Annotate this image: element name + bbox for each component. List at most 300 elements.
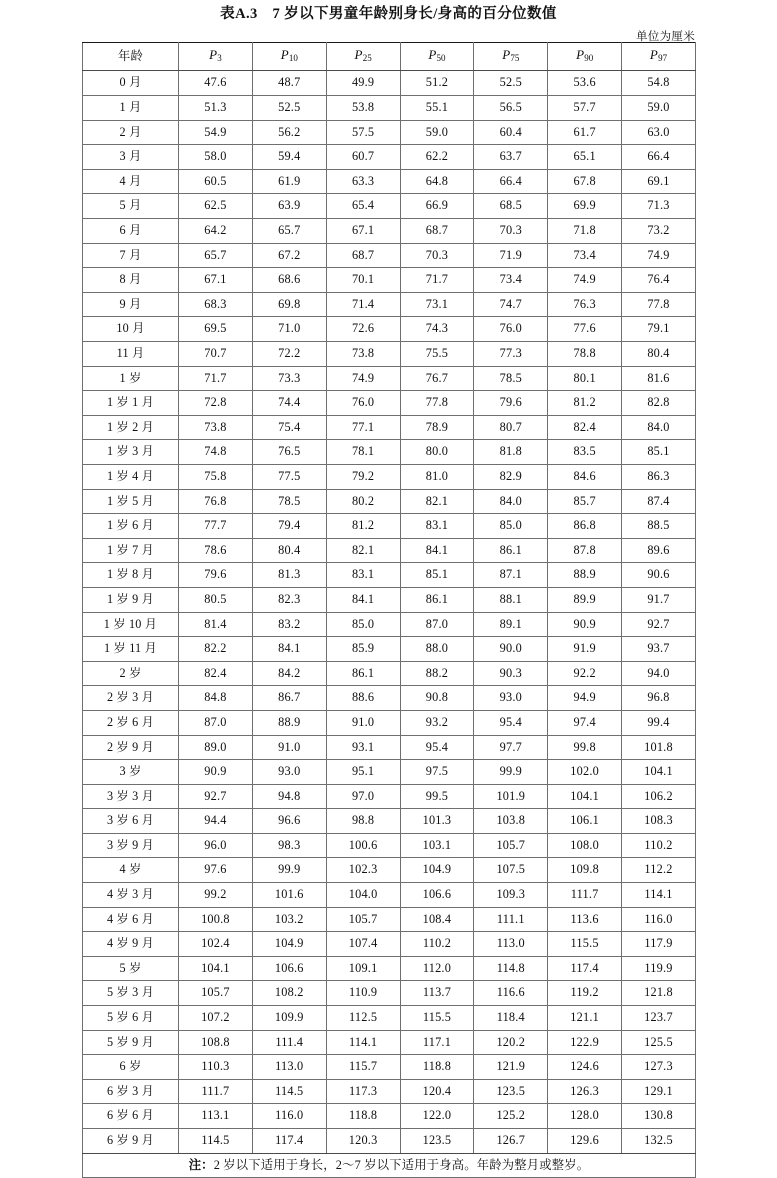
cell-value: 78.5 [474, 366, 548, 391]
cell-age: 1 岁 2 月 [83, 415, 179, 440]
cell-value: 103.8 [474, 809, 548, 834]
percentile-symbol: P [649, 47, 659, 62]
cell-value: 75.5 [400, 342, 474, 367]
cell-value: 102.0 [548, 760, 622, 785]
units-label: 单位为厘米 [636, 31, 695, 43]
cell-value: 90.6 [622, 563, 696, 588]
cell-value: 65.7 [252, 219, 326, 244]
cell-value: 91.0 [252, 735, 326, 760]
cell-value: 129.1 [622, 1079, 696, 1104]
cell-value: 61.9 [252, 169, 326, 194]
cell-value: 113.0 [252, 1055, 326, 1080]
cell-value: 71.7 [400, 268, 474, 293]
cell-value: 104.1 [548, 784, 622, 809]
cell-value: 91.0 [326, 710, 400, 735]
cell-value: 117.4 [548, 956, 622, 981]
cell-value: 99.5 [400, 784, 474, 809]
table-row [83, 120, 696, 145]
cell-age: 4 岁 3 月 [83, 883, 179, 908]
cell-value: 104.1 [622, 760, 696, 785]
cell-value: 84.1 [400, 538, 474, 563]
cell-value: 67.1 [326, 219, 400, 244]
cell-age: 8 月 [83, 268, 179, 293]
cell-value: 61.7 [548, 120, 622, 145]
cell-value: 104.1 [179, 956, 253, 981]
cell-value: 73.8 [326, 342, 400, 367]
cell-value: 78.8 [548, 342, 622, 367]
cell-value: 76.4 [622, 268, 696, 293]
cell-value: 97.6 [179, 858, 253, 883]
cell-value: 91.7 [622, 587, 696, 612]
cell-value: 97.7 [474, 735, 548, 760]
cell-value: 73.4 [548, 243, 622, 268]
cell-value: 90.8 [400, 686, 474, 711]
cell-age: 5 岁 3 月 [83, 981, 179, 1006]
cell-value: 115.5 [400, 1006, 474, 1031]
cell-value: 101.6 [252, 883, 326, 908]
table-row [83, 735, 696, 760]
percentile-subscript: 97 [658, 52, 668, 63]
cell-value: 57.5 [326, 120, 400, 145]
cell-value: 88.9 [252, 710, 326, 735]
cell-value: 121.1 [548, 1006, 622, 1031]
table-row [83, 489, 696, 514]
cell-value: 130.8 [622, 1104, 696, 1129]
cell-value: 111.4 [252, 1030, 326, 1055]
cell-age: 9 月 [83, 292, 179, 317]
cell-value: 77.1 [326, 415, 400, 440]
cell-age: 6 岁 [83, 1055, 179, 1080]
cell-value: 97.4 [548, 710, 622, 735]
cell-value: 109.1 [326, 956, 400, 981]
cell-value: 89.1 [474, 612, 548, 637]
cell-value: 87.0 [400, 612, 474, 637]
table-row [83, 637, 696, 662]
cell-value: 105.7 [326, 907, 400, 932]
cell-value: 81.6 [622, 366, 696, 391]
table-row [83, 440, 696, 465]
percentile-subscript: 3 [217, 52, 222, 63]
cell-value: 119.9 [622, 956, 696, 981]
cell-value: 54.8 [622, 71, 696, 96]
cell-value: 73.4 [474, 268, 548, 293]
cell-value: 60.5 [179, 169, 253, 194]
cell-age: 2 岁 [83, 661, 179, 686]
cell-value: 117.9 [622, 932, 696, 957]
cell-value: 116.6 [474, 981, 548, 1006]
cell-value: 86.3 [622, 464, 696, 489]
cell-value: 99.9 [474, 760, 548, 785]
cell-value: 83.1 [400, 514, 474, 539]
cell-value: 77.5 [252, 464, 326, 489]
cell-value: 98.3 [252, 833, 326, 858]
table-row [83, 563, 696, 588]
cell-value: 88.6 [326, 686, 400, 711]
cell-value: 121.9 [474, 1055, 548, 1080]
cell-value: 56.2 [252, 120, 326, 145]
cell-age: 4 岁 9 月 [83, 932, 179, 957]
cell-value: 86.8 [548, 514, 622, 539]
cell-value: 66.4 [474, 169, 548, 194]
cell-value: 74.7 [474, 292, 548, 317]
cell-value: 126.3 [548, 1079, 622, 1104]
cell-value: 116.0 [622, 907, 696, 932]
cell-value: 91.9 [548, 637, 622, 662]
cell-value: 48.7 [252, 71, 326, 96]
cell-value: 114.8 [474, 956, 548, 981]
note-text: 2 岁以下适用于身长，2～7 岁以下适用于身高。年龄为整月或整岁。 [213, 1157, 590, 1172]
cell-value: 101.3 [400, 809, 474, 834]
cell-value: 88.2 [400, 661, 474, 686]
cell-value: 106.6 [400, 883, 474, 908]
table-row [83, 145, 696, 170]
cell-value: 85.1 [622, 440, 696, 465]
cell-value: 99.9 [252, 858, 326, 883]
table-row [83, 833, 696, 858]
cell-value: 111.1 [474, 907, 548, 932]
cell-age: 1 岁 11 月 [83, 637, 179, 662]
cell-value: 113.0 [474, 932, 548, 957]
table-row [83, 710, 696, 735]
cell-value: 79.6 [179, 563, 253, 588]
cell-value: 84.2 [252, 661, 326, 686]
cell-value: 85.0 [474, 514, 548, 539]
cell-value: 80.7 [474, 415, 548, 440]
cell-value: 110.3 [179, 1055, 253, 1080]
cell-value: 77.8 [622, 292, 696, 317]
cell-value: 70.7 [179, 342, 253, 367]
cell-value: 85.9 [326, 637, 400, 662]
cell-value: 69.9 [548, 194, 622, 219]
cell-value: 95.1 [326, 760, 400, 785]
cell-value: 73.2 [622, 219, 696, 244]
cell-value: 107.2 [179, 1006, 253, 1031]
cell-value: 126.7 [474, 1129, 548, 1154]
cell-value: 95.4 [400, 735, 474, 760]
cell-value: 76.5 [252, 440, 326, 465]
cell-value: 81.3 [252, 563, 326, 588]
cell-value: 78.6 [179, 538, 253, 563]
cell-value: 100.8 [179, 907, 253, 932]
cell-age: 1 岁 6 月 [83, 514, 179, 539]
cell-value: 77.3 [474, 342, 548, 367]
cell-value: 100.6 [326, 833, 400, 858]
cell-value: 51.2 [400, 71, 474, 96]
cell-value: 103.2 [252, 907, 326, 932]
percentile-symbol: P [576, 47, 585, 62]
cell-value: 71.7 [179, 366, 253, 391]
cell-age: 2 岁 9 月 [83, 735, 179, 760]
cell-value: 67.2 [252, 243, 326, 268]
cell-age: 3 岁 3 月 [83, 784, 179, 809]
cell-value: 83.2 [252, 612, 326, 637]
cell-value: 49.9 [326, 71, 400, 96]
cell-value: 87.4 [622, 489, 696, 514]
cell-value: 74.9 [326, 366, 400, 391]
cell-value: 108.4 [400, 907, 474, 932]
cell-value: 129.6 [548, 1129, 622, 1154]
cell-value: 59.0 [400, 120, 474, 145]
cell-value: 84.8 [179, 686, 253, 711]
cell-value: 69.5 [179, 317, 253, 342]
column-header-p97 [622, 43, 696, 71]
cell-value: 99.2 [179, 883, 253, 908]
cell-value: 123.5 [474, 1079, 548, 1104]
cell-value: 93.7 [622, 637, 696, 662]
table-row [83, 784, 696, 809]
table-row [83, 981, 696, 1006]
cell-value: 81.4 [179, 612, 253, 637]
cell-value: 115.7 [326, 1055, 400, 1080]
cell-value: 93.1 [326, 735, 400, 760]
percentile-symbol: P [502, 47, 511, 62]
column-header-p10 [252, 43, 326, 71]
cell-age: 1 月 [83, 96, 179, 121]
cell-value: 113.6 [548, 907, 622, 932]
cell-value: 82.4 [179, 661, 253, 686]
cell-value: 72.6 [326, 317, 400, 342]
table-row [83, 415, 696, 440]
cell-value: 80.0 [400, 440, 474, 465]
column-header-age: 年龄 [83, 43, 179, 71]
cell-value: 78.1 [326, 440, 400, 465]
cell-value: 71.9 [474, 243, 548, 268]
cell-age: 1 岁 7 月 [83, 538, 179, 563]
cell-age: 1 岁 4 月 [83, 464, 179, 489]
cell-age: 7 月 [83, 243, 179, 268]
cell-value: 76.8 [179, 489, 253, 514]
table-row [83, 1079, 696, 1104]
percentile-table [82, 42, 696, 1178]
percentile-subscript: 25 [362, 52, 372, 63]
table-row [83, 391, 696, 416]
cell-value: 113.7 [400, 981, 474, 1006]
cell-value: 97.0 [326, 784, 400, 809]
cell-value: 96.0 [179, 833, 253, 858]
cell-value: 89.6 [622, 538, 696, 563]
cell-value: 94.8 [252, 784, 326, 809]
cell-value: 85.1 [400, 563, 474, 588]
cell-value: 90.3 [474, 661, 548, 686]
cell-value: 108.8 [179, 1030, 253, 1055]
cell-value: 87.1 [474, 563, 548, 588]
column-header-p25 [326, 43, 400, 71]
cell-value: 117.3 [326, 1079, 400, 1104]
table-row [83, 760, 696, 785]
cell-value: 108.2 [252, 981, 326, 1006]
percentile-symbol: P [428, 47, 437, 62]
cell-value: 70.1 [326, 268, 400, 293]
cell-value: 82.1 [326, 538, 400, 563]
table-row [83, 1129, 696, 1154]
cell-age: 1 岁 3 月 [83, 440, 179, 465]
cell-value: 82.2 [179, 637, 253, 662]
cell-value: 106.1 [548, 809, 622, 834]
cell-age: 3 岁 9 月 [83, 833, 179, 858]
cell-value: 119.2 [548, 981, 622, 1006]
cell-age: 3 岁 6 月 [83, 809, 179, 834]
table-row [83, 219, 696, 244]
table-row [83, 1055, 696, 1080]
table-row [83, 71, 696, 96]
cell-value: 55.1 [400, 96, 474, 121]
cell-value: 83.1 [326, 563, 400, 588]
cell-value: 114.1 [622, 883, 696, 908]
cell-value: 80.5 [179, 587, 253, 612]
cell-value: 111.7 [179, 1079, 253, 1104]
cell-value: 120.3 [326, 1129, 400, 1154]
cell-value: 65.4 [326, 194, 400, 219]
cell-value: 62.2 [400, 145, 474, 170]
column-header-p75 [474, 43, 548, 71]
cell-value: 93.2 [400, 710, 474, 735]
cell-value: 88.5 [622, 514, 696, 539]
cell-value: 132.5 [622, 1129, 696, 1154]
percentile-subscript: 90 [584, 52, 594, 63]
cell-value: 115.5 [548, 932, 622, 957]
cell-value: 123.5 [400, 1129, 474, 1154]
cell-value: 86.1 [400, 587, 474, 612]
table-row [83, 612, 696, 637]
cell-value: 63.9 [252, 194, 326, 219]
cell-value: 53.8 [326, 96, 400, 121]
percentile-symbol: P [354, 47, 363, 62]
table-row [83, 342, 696, 367]
cell-age: 5 月 [83, 194, 179, 219]
table-row [83, 169, 696, 194]
cell-value: 99.4 [622, 710, 696, 735]
cell-age: 1 岁 10 月 [83, 612, 179, 637]
cell-value: 68.6 [252, 268, 326, 293]
cell-value: 104.0 [326, 883, 400, 908]
cell-value: 74.3 [400, 317, 474, 342]
cell-age: 1 岁 1 月 [83, 391, 179, 416]
cell-value: 105.7 [179, 981, 253, 1006]
cell-age: 5 岁 9 月 [83, 1030, 179, 1055]
cell-value: 92.7 [622, 612, 696, 637]
cell-value: 110.9 [326, 981, 400, 1006]
column-header-p3 [179, 43, 253, 71]
table-row [83, 932, 696, 957]
cell-value: 101.8 [622, 735, 696, 760]
table-row [83, 96, 696, 121]
cell-value: 80.1 [548, 366, 622, 391]
cell-value: 84.1 [252, 637, 326, 662]
table-footer [83, 1153, 696, 1178]
table-row [83, 292, 696, 317]
cell-value: 103.1 [400, 833, 474, 858]
cell-value: 78.9 [400, 415, 474, 440]
cell-value: 82.3 [252, 587, 326, 612]
cell-value: 112.5 [326, 1006, 400, 1031]
percentile-subscript: 10 [288, 52, 298, 63]
cell-value: 85.7 [548, 489, 622, 514]
cell-value: 72.2 [252, 342, 326, 367]
table-row [83, 686, 696, 711]
cell-age: 4 岁 [83, 858, 179, 883]
cell-value: 110.2 [400, 932, 474, 957]
cell-value: 54.9 [179, 120, 253, 145]
cell-age: 6 岁 6 月 [83, 1104, 179, 1129]
percentile-subscript: 50 [436, 52, 446, 63]
cell-value: 112.0 [400, 956, 474, 981]
percentile-subscript: 75 [510, 52, 520, 63]
table-row [83, 268, 696, 293]
cell-value: 63.0 [622, 120, 696, 145]
cell-value: 94.9 [548, 686, 622, 711]
cell-value: 68.7 [400, 219, 474, 244]
cell-value: 84.0 [474, 489, 548, 514]
cell-value: 111.7 [548, 883, 622, 908]
cell-value: 106.2 [622, 784, 696, 809]
cell-value: 73.1 [400, 292, 474, 317]
table-body [83, 71, 696, 1153]
cell-value: 87.0 [179, 710, 253, 735]
cell-value: 104.9 [252, 932, 326, 957]
cell-value: 109.8 [548, 858, 622, 883]
cell-value: 84.1 [326, 587, 400, 612]
column-header-p90 [548, 43, 622, 71]
cell-value: 92.7 [179, 784, 253, 809]
cell-value: 67.8 [548, 169, 622, 194]
cell-value: 63.7 [474, 145, 548, 170]
cell-value: 71.4 [326, 292, 400, 317]
cell-value: 125.2 [474, 1104, 548, 1129]
table-row [83, 883, 696, 908]
cell-value: 101.9 [474, 784, 548, 809]
cell-value: 118.8 [326, 1104, 400, 1129]
cell-value: 70.3 [400, 243, 474, 268]
table-row [83, 243, 696, 268]
cell-age: 6 岁 9 月 [83, 1129, 179, 1154]
cell-age: 11 月 [83, 342, 179, 367]
table-row [83, 1030, 696, 1055]
table-row [83, 194, 696, 219]
table-row [83, 587, 696, 612]
cell-value: 82.8 [622, 391, 696, 416]
table-row [83, 464, 696, 489]
cell-value: 77.8 [400, 391, 474, 416]
cell-value: 81.2 [326, 514, 400, 539]
cell-value: 59.4 [252, 145, 326, 170]
cell-value: 82.4 [548, 415, 622, 440]
note-label: 注： [188, 1157, 214, 1172]
cell-value: 108.3 [622, 809, 696, 834]
cell-age: 6 岁 3 月 [83, 1079, 179, 1104]
table-row [83, 538, 696, 563]
cell-age: 1 岁 8 月 [83, 563, 179, 588]
cell-value: 117.1 [400, 1030, 474, 1055]
cell-value: 64.8 [400, 169, 474, 194]
percentile-symbol: P [280, 47, 289, 62]
cell-age: 1 岁 9 月 [83, 587, 179, 612]
cell-value: 98.8 [326, 809, 400, 834]
cell-value: 70.3 [474, 219, 548, 244]
footer-note-cell [83, 1153, 696, 1178]
cell-value: 81.2 [548, 391, 622, 416]
cell-value: 77.7 [179, 514, 253, 539]
cell-value: 92.2 [548, 661, 622, 686]
cell-value: 120.2 [474, 1030, 548, 1055]
cell-value: 83.5 [548, 440, 622, 465]
table-row [83, 661, 696, 686]
cell-value: 74.9 [622, 243, 696, 268]
cell-value: 112.2 [622, 858, 696, 883]
cell-value: 75.4 [252, 415, 326, 440]
cell-value: 90.9 [548, 612, 622, 637]
cell-value: 124.6 [548, 1055, 622, 1080]
cell-value: 127.3 [622, 1055, 696, 1080]
